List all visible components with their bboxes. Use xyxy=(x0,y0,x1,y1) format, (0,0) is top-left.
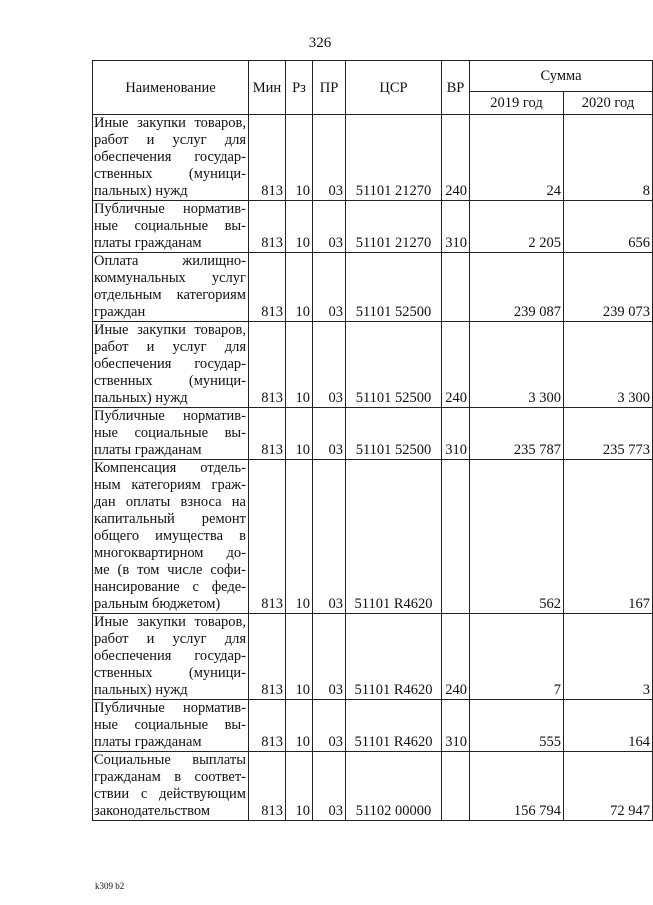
row-name xyxy=(93,752,249,821)
row-csr: 51101 R4620 xyxy=(346,614,442,700)
row-name xyxy=(93,201,249,253)
row-vr: 240 xyxy=(442,322,470,408)
row-min: 813 xyxy=(249,614,286,700)
row-pr: 03 xyxy=(313,201,346,253)
row-vr: 240 xyxy=(442,115,470,201)
row-vr xyxy=(442,460,470,614)
row-rz: 10 xyxy=(286,614,313,700)
row-rz: 10 xyxy=(286,408,313,460)
row-name-line: Публичные норматив- xyxy=(94,408,246,424)
table-row xyxy=(93,201,653,253)
row-name-line: ральным бюджетом) xyxy=(94,596,221,612)
footer-code: k309 b2 xyxy=(95,881,125,891)
table-body xyxy=(93,115,653,821)
row-name-line: Компенсация отдель- xyxy=(94,460,246,476)
row-rz: 10 xyxy=(286,460,313,614)
row-name-line: Иные закупки товаров, xyxy=(94,115,246,131)
row-csr: 51101 52500 xyxy=(346,322,442,408)
row-rz: 10 xyxy=(286,322,313,408)
row-pr: 03 xyxy=(313,322,346,408)
row-name-line: платы гражданам xyxy=(94,235,202,251)
row-sum-2020: 167 xyxy=(564,460,653,614)
table-row xyxy=(93,460,653,614)
header-sum: Сумма xyxy=(470,61,653,92)
row-sum-2019: 555 xyxy=(470,700,564,752)
table-row xyxy=(93,408,653,460)
row-sum-2020: 72 947 xyxy=(564,752,653,821)
row-sum-2020: 239 073 xyxy=(564,253,653,322)
row-name xyxy=(93,614,249,700)
row-name-line: работ и услуг для xyxy=(94,132,246,148)
row-pr: 03 xyxy=(313,700,346,752)
row-pr: 03 xyxy=(313,614,346,700)
row-vr xyxy=(442,253,470,322)
row-min: 813 xyxy=(249,752,286,821)
row-name-line: Оплата жилищно- xyxy=(94,253,246,269)
budget-table xyxy=(92,60,653,821)
row-sum-2019: 235 787 xyxy=(470,408,564,460)
table-row xyxy=(93,322,653,408)
row-pr: 03 xyxy=(313,408,346,460)
row-pr: 03 xyxy=(313,253,346,322)
row-name xyxy=(93,408,249,460)
row-min: 813 xyxy=(249,322,286,408)
header-vr: ВР xyxy=(442,61,470,115)
row-csr: 51101 R4620 xyxy=(346,460,442,614)
row-name-line: ные социальные вы- xyxy=(94,425,246,441)
row-name-line: пальных) нужд xyxy=(94,390,188,406)
row-sum-2019: 156 794 xyxy=(470,752,564,821)
table-row xyxy=(93,752,653,821)
row-name-line: пальных) нужд xyxy=(94,682,188,698)
row-name-line: Публичные норматив- xyxy=(94,201,246,217)
row-name-line: ственных (муници- xyxy=(94,166,246,182)
budget-table-wrapper xyxy=(92,60,652,821)
row-name-line: платы гражданам xyxy=(94,734,202,750)
header-pr: ПР xyxy=(313,61,346,115)
row-name-line: Публичные норматив- xyxy=(94,700,246,716)
row-name-line: нансирование с феде- xyxy=(94,579,246,595)
row-csr: 51101 21270 xyxy=(346,201,442,253)
row-rz: 10 xyxy=(286,253,313,322)
row-rz: 10 xyxy=(286,115,313,201)
row-name-line: работ и услуг для xyxy=(94,631,246,647)
table-row xyxy=(93,115,653,201)
row-csr: 51101 R4620 xyxy=(346,700,442,752)
row-name xyxy=(93,322,249,408)
row-vr: 310 xyxy=(442,408,470,460)
row-name-line: граждан xyxy=(94,304,146,320)
row-rz: 10 xyxy=(286,201,313,253)
row-min: 813 xyxy=(249,115,286,201)
row-sum-2019: 2 205 xyxy=(470,201,564,253)
row-name-line: дан оплаты взноса на xyxy=(94,494,246,510)
row-name xyxy=(93,460,249,614)
row-name-line: обеспечения государ- xyxy=(94,648,246,664)
row-name-line: Социальные выплаты xyxy=(94,752,246,768)
row-pr: 03 xyxy=(313,115,346,201)
row-min: 813 xyxy=(249,201,286,253)
row-csr: 51101 52500 xyxy=(346,408,442,460)
row-sum-2020: 164 xyxy=(564,700,653,752)
table-row xyxy=(93,614,653,700)
row-vr: 310 xyxy=(442,700,470,752)
row-name xyxy=(93,253,249,322)
row-name-line: законодательством xyxy=(94,803,211,819)
header-csr: ЦСР xyxy=(346,61,442,115)
row-name-line: отдельным категориям xyxy=(94,287,246,303)
row-vr: 240 xyxy=(442,614,470,700)
row-name-line: ные социальные вы- xyxy=(94,717,246,733)
row-name-line: коммунальных услуг xyxy=(94,270,246,286)
row-sum-2019: 3 300 xyxy=(470,322,564,408)
row-name-line: обеспечения государ- xyxy=(94,149,246,165)
row-csr: 51101 21270 xyxy=(346,115,442,201)
row-name-line: ствии с действующим xyxy=(94,786,246,802)
row-sum-2020: 3 300 xyxy=(564,322,653,408)
row-sum-2020: 3 xyxy=(564,614,653,700)
row-min: 813 xyxy=(249,700,286,752)
row-name-line: пальных) нужд xyxy=(94,183,188,199)
row-pr: 03 xyxy=(313,460,346,614)
header-year-2020: 2020 год xyxy=(564,92,653,115)
row-name-line: ным категориям граж- xyxy=(94,477,246,493)
header-name: Наименование xyxy=(93,61,249,115)
row-csr: 51102 00000 xyxy=(346,752,442,821)
row-sum-2020: 8 xyxy=(564,115,653,201)
row-vr: 310 xyxy=(442,201,470,253)
row-name-line: обеспечения государ- xyxy=(94,356,246,372)
header-year-2019: 2019 год xyxy=(470,92,564,115)
row-name-line: работ и услуг для xyxy=(94,339,246,355)
row-sum-2019: 7 xyxy=(470,614,564,700)
row-name-line: многоквартирном до- xyxy=(94,545,246,561)
row-min: 813 xyxy=(249,408,286,460)
row-min: 813 xyxy=(249,460,286,614)
row-rz: 10 xyxy=(286,700,313,752)
table-row xyxy=(93,700,653,752)
row-min: 813 xyxy=(249,253,286,322)
row-name-line: Иные закупки товаров, xyxy=(94,614,246,630)
row-name-line: ственных (муници- xyxy=(94,373,246,389)
row-pr: 03 xyxy=(313,752,346,821)
table-row xyxy=(93,253,653,322)
page-number: 326 xyxy=(308,35,332,51)
header-rz: Рз xyxy=(286,61,313,115)
header-min: Мин xyxy=(249,61,286,115)
row-name-line: платы гражданам xyxy=(94,442,202,458)
row-sum-2019: 24 xyxy=(470,115,564,201)
row-sum-2019: 239 087 xyxy=(470,253,564,322)
row-rz: 10 xyxy=(286,752,313,821)
row-sum-2019: 562 xyxy=(470,460,564,614)
row-name xyxy=(93,115,249,201)
row-name-line: Иные закупки товаров, xyxy=(94,322,246,338)
row-csr: 51101 52500 xyxy=(346,253,442,322)
row-vr xyxy=(442,752,470,821)
row-name-line: ственных (муници- xyxy=(94,665,246,681)
row-sum-2020: 235 773 xyxy=(564,408,653,460)
row-name-line: капитальный ремонт xyxy=(94,511,246,527)
row-name xyxy=(93,700,249,752)
row-name-line: ме (в том числе софи- xyxy=(94,562,246,578)
row-name-line: гражданам в соответ- xyxy=(94,769,246,785)
row-name-line: общего имущества в xyxy=(94,528,246,544)
row-sum-2020: 656 xyxy=(564,201,653,253)
row-name-line: ные социальные вы- xyxy=(94,218,246,234)
